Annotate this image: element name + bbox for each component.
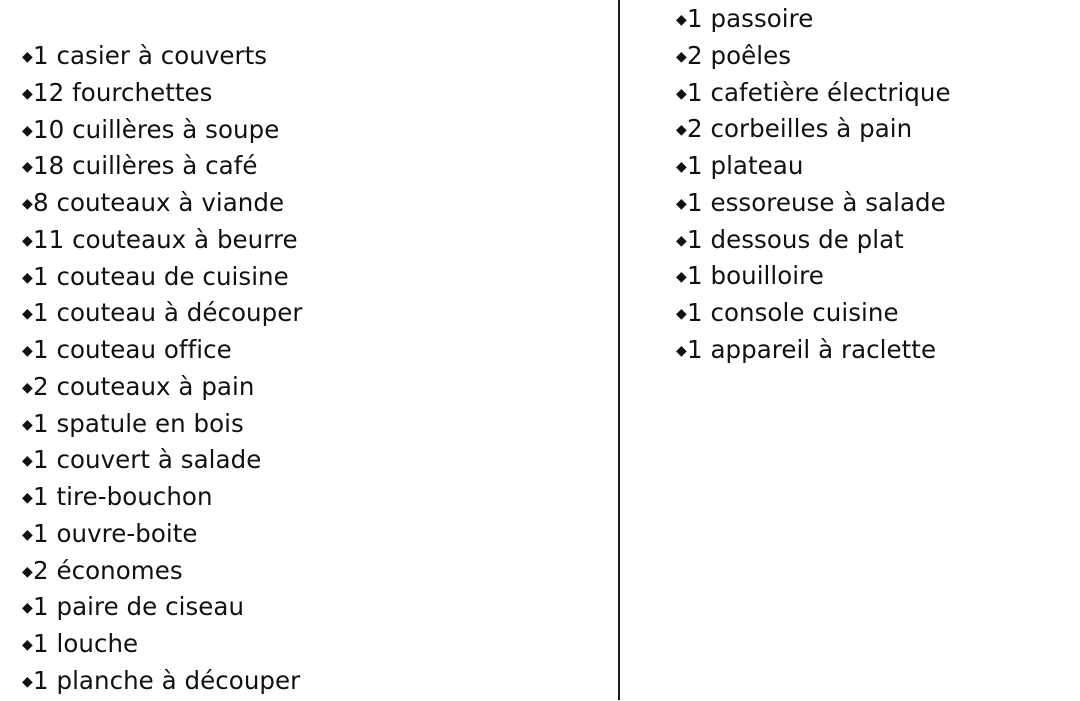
diamond-bullet-icon: ◆ xyxy=(22,379,33,396)
list-item-label: 2 corbeilles à pain xyxy=(687,114,913,144)
list-item-label: 1 paire de ciseau xyxy=(33,592,245,622)
diamond-bullet-icon: ◆ xyxy=(22,453,33,470)
list-item xyxy=(22,516,602,553)
diamond-bullet-icon: ◆ xyxy=(676,232,687,249)
list-item-label: 1 ouvre-boite xyxy=(33,518,198,548)
list-item-label: 1 couvert à salade xyxy=(33,445,262,475)
diamond-bullet-icon: ◆ xyxy=(22,122,33,139)
list-item-label: 1 couteau de cuisine xyxy=(33,261,289,291)
list-item-label: 1 tire-bouchon xyxy=(33,482,213,511)
diamond-bullet-icon: ◆ xyxy=(676,306,687,322)
diamond-bullet-icon: ◆ xyxy=(676,12,687,28)
list-item xyxy=(22,75,602,112)
list-item-label: 1 bouilloire xyxy=(687,261,824,291)
list-item xyxy=(676,332,1066,369)
list-item-label: 12 fourchettes xyxy=(33,77,213,107)
list-item xyxy=(22,442,602,479)
diamond-bullet-icon: ◆ xyxy=(22,269,33,286)
left-inventory-list xyxy=(22,38,602,700)
diamond-bullet-icon: ◆ xyxy=(22,232,33,249)
list-item-label: 1 dessous de plat xyxy=(687,224,904,254)
list-item-label: 10 cuillères à soupe xyxy=(33,114,280,144)
list-item-label: 8 couteaux à viande xyxy=(33,188,285,217)
list-item-label: 1 plateau xyxy=(687,151,804,180)
list-item xyxy=(22,259,602,296)
diamond-bullet-icon: ◆ xyxy=(22,49,33,65)
list-item xyxy=(676,185,1066,222)
list-item xyxy=(22,663,602,700)
diamond-bullet-icon: ◆ xyxy=(22,306,33,323)
diamond-bullet-icon: ◆ xyxy=(22,159,33,176)
list-item xyxy=(22,369,602,406)
diamond-bullet-icon: ◆ xyxy=(676,195,687,212)
diamond-bullet-icon: ◆ xyxy=(676,122,687,139)
right-inventory-list xyxy=(676,1,1066,369)
diamond-bullet-icon: ◆ xyxy=(676,159,687,175)
diamond-bullet-icon: ◆ xyxy=(22,343,33,359)
diamond-bullet-icon: ◆ xyxy=(676,48,687,65)
list-item xyxy=(676,75,1066,112)
column-divider xyxy=(618,0,620,700)
diamond-bullet-icon: ◆ xyxy=(676,85,687,102)
diamond-bullet-icon: ◆ xyxy=(22,196,33,212)
diamond-bullet-icon: ◆ xyxy=(22,526,33,543)
list-item-label: 1 essoreuse à salade xyxy=(687,187,946,217)
diamond-bullet-icon: ◆ xyxy=(22,490,33,506)
list-item-label: 1 console cuisine xyxy=(687,298,899,327)
list-item xyxy=(22,626,602,663)
list-item-label: 1 planche à découper xyxy=(33,665,301,695)
list-item xyxy=(22,222,602,259)
diamond-bullet-icon: ◆ xyxy=(22,85,33,102)
diamond-bullet-icon: ◆ xyxy=(22,637,33,653)
list-item-label: 1 spatule en bois xyxy=(33,408,244,438)
list-item-label: 1 cafetière électrique xyxy=(687,77,951,107)
list-item xyxy=(22,406,602,443)
list-item xyxy=(676,258,1066,295)
list-item xyxy=(676,111,1066,148)
list-item-label: 2 couteaux à pain xyxy=(33,371,255,401)
list-item-label: 1 casier à couverts xyxy=(33,41,268,70)
list-item-label: 1 louche xyxy=(33,629,139,658)
list-item xyxy=(676,38,1066,75)
list-item-label: 1 couteau à découper xyxy=(33,298,303,328)
list-item-label: 18 cuillères à café xyxy=(33,151,258,181)
list-item-label: 1 couteau office xyxy=(33,335,232,364)
list-item xyxy=(22,38,602,75)
list-item xyxy=(22,332,602,369)
list-item xyxy=(22,185,602,222)
list-item xyxy=(22,112,602,149)
diamond-bullet-icon: ◆ xyxy=(22,600,33,617)
list-item-label: 1 appareil à raclette xyxy=(687,334,937,364)
list-item xyxy=(676,1,1066,38)
diamond-bullet-icon: ◆ xyxy=(22,673,33,690)
diamond-bullet-icon: ◆ xyxy=(676,269,687,286)
diamond-bullet-icon: ◆ xyxy=(22,416,33,433)
list-item-label: 11 couteaux à beurre xyxy=(33,224,298,254)
list-item xyxy=(22,295,602,332)
list-item xyxy=(22,553,602,590)
list-item xyxy=(676,295,1066,332)
list-item-label: 2 poêles xyxy=(687,40,792,70)
list-item xyxy=(22,148,602,185)
diamond-bullet-icon: ◆ xyxy=(22,563,33,580)
list-item xyxy=(676,222,1066,259)
list-item xyxy=(22,589,602,626)
list-item xyxy=(676,148,1066,185)
list-item-label: 1 passoire xyxy=(687,4,814,33)
diamond-bullet-icon: ◆ xyxy=(676,342,687,359)
list-item xyxy=(22,479,602,516)
list-item-label: 2 économes xyxy=(33,555,183,585)
